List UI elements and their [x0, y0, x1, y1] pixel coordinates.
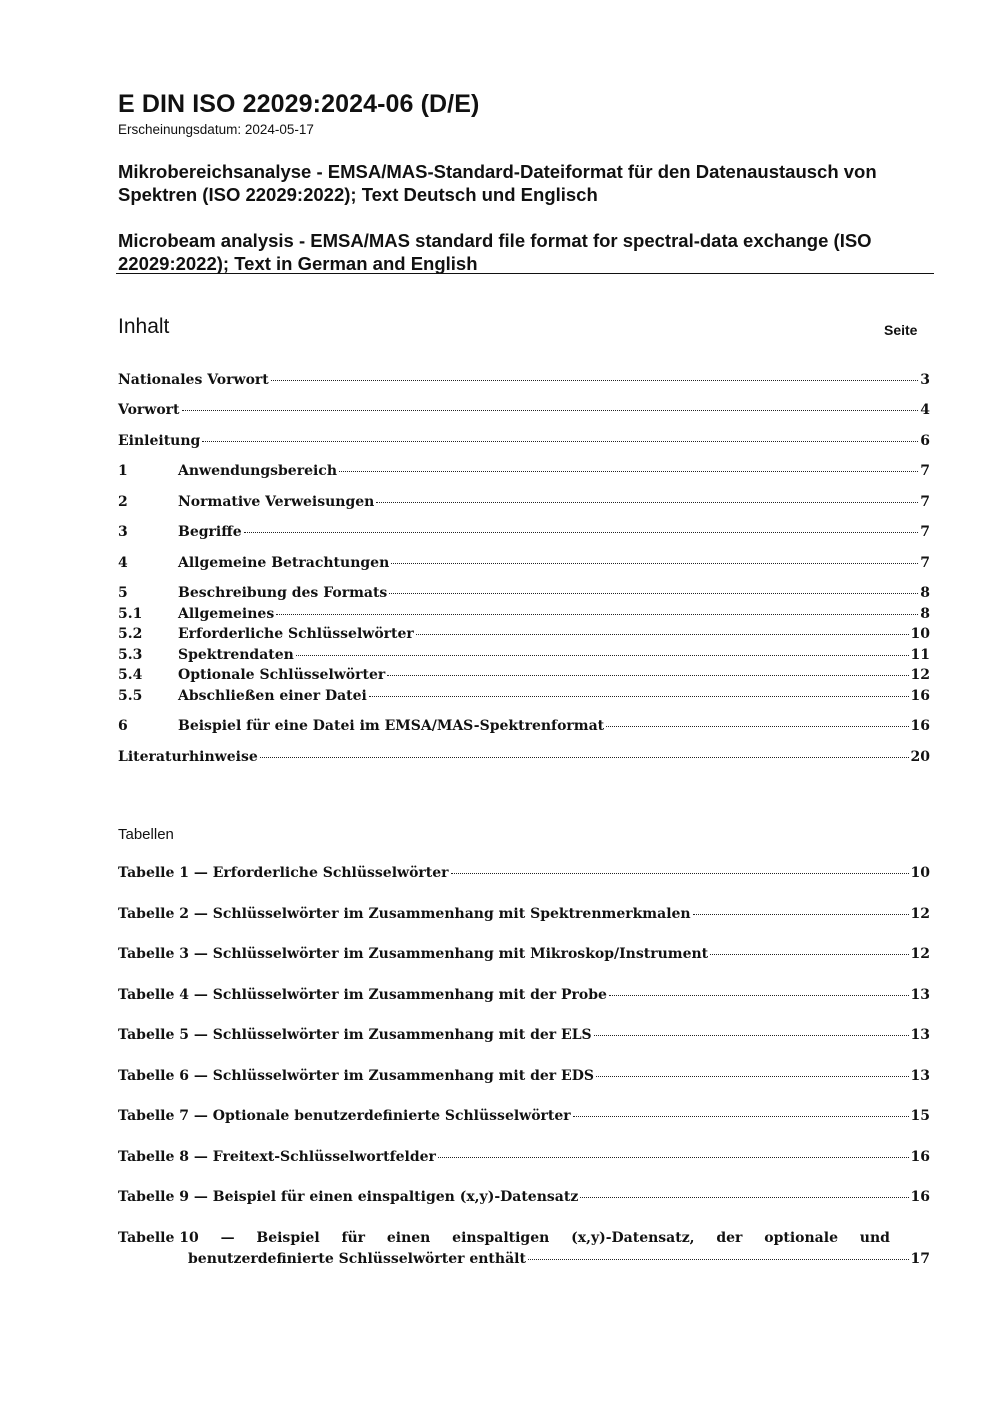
- toc-entry-number: 2: [118, 494, 128, 510]
- tables-heading: Tabellen: [118, 826, 174, 843]
- toc-entry[interactable]: [118, 402, 930, 422]
- toc-entry-page: 4: [920, 402, 930, 418]
- table-entry-text: Tabelle 1 — Erforderliche Schlüsselwörter: [118, 865, 449, 881]
- toc-entry[interactable]: [118, 524, 930, 544]
- table-entry-page: 12: [910, 906, 930, 922]
- table-10-word: optionale: [764, 1230, 838, 1246]
- toc-entry[interactable]: [118, 585, 930, 605]
- table-10-word: der: [716, 1230, 743, 1246]
- toc-entry-page: 8: [920, 585, 930, 601]
- toc-entry[interactable]: [118, 463, 930, 483]
- table-entry-page: 16: [910, 1189, 930, 1205]
- toc-entry-text: Erforderliche Schlüsselwörter: [178, 626, 414, 642]
- table-10-word: Tabelle 10: [118, 1230, 199, 1246]
- toc-entry-number: 5.5: [118, 688, 143, 704]
- table-entry[interactable]: [118, 987, 930, 1007]
- table-entry-page: 16: [910, 1149, 930, 1165]
- toc-entry-text: Beispiel für eine Datei im EMSA/MAS-Spektrenformat: [178, 718, 605, 734]
- toc-entry-text: Vorwort: [118, 402, 180, 418]
- dot-leader: [276, 614, 918, 615]
- dot-leader: [260, 757, 909, 758]
- toc-entry-text: Allgemeine Betrachtungen: [178, 555, 390, 571]
- dot-leader: [573, 1116, 909, 1117]
- toc-entry-number: 5.4: [118, 667, 143, 683]
- document-id: E DIN ISO 22029:2024-06 (D/E): [118, 90, 480, 118]
- table-10-word: für: [341, 1230, 366, 1246]
- dot-leader: [369, 696, 909, 697]
- toc-entry-number: 4: [118, 555, 128, 571]
- dot-leader: [391, 563, 918, 564]
- toc-heading: Inhalt: [118, 315, 170, 338]
- dot-leader: [596, 1076, 909, 1077]
- table-10-entry-line1[interactable]: [118, 1230, 890, 1246]
- table-10-word: einen: [386, 1230, 431, 1246]
- toc-entry[interactable]: [118, 494, 930, 514]
- table-10-word: einspaltigen: [452, 1230, 550, 1246]
- toc-entry-page: 6: [920, 433, 930, 449]
- table-entry-text: Tabelle 6 — Schlüsselwörter im Zusammenhang mit der EDS: [118, 1068, 594, 1084]
- dot-leader: [271, 380, 919, 381]
- dot-leader: [609, 995, 909, 996]
- toc-entry-page: 17: [910, 1251, 930, 1267]
- toc-entry-text: Anwendungsbereich: [178, 463, 337, 479]
- toc-entry-page: 10: [910, 626, 930, 642]
- table-entry[interactable]: [118, 1108, 930, 1128]
- title-english: Microbeam analysis - EMSA/MAS standard file format for spectral-data exchange (ISO 22029:2022); Text in German and English: [118, 230, 872, 274]
- dot-leader: [202, 441, 918, 442]
- table-entry-page: 15: [910, 1108, 930, 1124]
- dot-leader: [416, 634, 909, 635]
- table-entry-text: Tabelle 9 — Beispiel für einen einspaltigen (x,y)-Datensatz: [118, 1189, 579, 1205]
- toc-entry[interactable]: [118, 749, 930, 769]
- dot-leader: [451, 873, 909, 874]
- toc-entry-page: 11: [910, 647, 930, 663]
- dot-leader: [580, 1197, 908, 1198]
- toc-entry-page: 16: [910, 688, 930, 704]
- table-10-word: Beispiel: [256, 1230, 320, 1246]
- toc-entry[interactable]: [118, 667, 930, 687]
- dot-leader: [710, 954, 908, 955]
- table-entry-text: Tabelle 4 — Schlüsselwörter im Zusammenhang mit der Probe: [118, 987, 607, 1003]
- dot-leader: [387, 675, 908, 676]
- toc-entry-number: 5.2: [118, 626, 143, 642]
- dot-leader: [528, 1259, 909, 1260]
- table-entry[interactable]: [118, 865, 930, 885]
- table-entry[interactable]: [118, 1027, 930, 1047]
- table-entry[interactable]: [118, 1189, 930, 1209]
- toc-entry-text: Spektrendaten: [178, 647, 294, 663]
- toc-entry-number: 5.1: [118, 606, 143, 622]
- toc-entry-number: 3: [118, 524, 128, 540]
- dot-leader: [296, 655, 909, 656]
- toc-entry[interactable]: [118, 433, 930, 453]
- toc-entry-page: 16: [910, 718, 930, 734]
- dot-leader: [606, 726, 908, 727]
- toc-entry-number: 1: [118, 463, 128, 479]
- toc-entry-text: Begriffe: [178, 524, 242, 540]
- table-entry-text: Tabelle 3 — Schlüsselwörter im Zusammenhang mit Mikroskop/Instrument: [118, 946, 709, 962]
- toc-entry-page: 7: [920, 463, 930, 479]
- table-entry-text: Tabelle 2 — Schlüsselwörter im Zusammenhang mit Spektrenmerkmalen: [118, 906, 691, 922]
- toc-entry-page: 7: [920, 555, 930, 571]
- dot-leader: [244, 532, 919, 533]
- toc-entry[interactable]: [118, 647, 930, 667]
- table-entry[interactable]: [118, 1068, 930, 1088]
- table-10-word: und: [859, 1230, 890, 1246]
- dot-leader: [182, 410, 919, 411]
- table-entry-page: 10: [910, 865, 930, 881]
- table-entry-text: Tabelle 8 — Freitext-Schlüsselwortfelder: [118, 1149, 436, 1165]
- toc-entry[interactable]: [118, 688, 930, 708]
- toc-entry-page: 3: [920, 372, 930, 388]
- toc-entry-text: Normative Verweisungen: [178, 494, 375, 510]
- toc-entry-page: 12: [910, 667, 930, 683]
- toc-entry-page: 7: [920, 524, 930, 540]
- table-10-entry-line2[interactable]: [188, 1251, 930, 1271]
- toc-entry-text: Literaturhinweise: [118, 749, 258, 765]
- page-column-label: Seite: [884, 322, 918, 338]
- publication-date: Erscheinungsdatum: 2024-05-17: [118, 122, 314, 137]
- toc-entry-text: Beschreibung des Formats: [178, 585, 388, 601]
- dot-leader: [376, 502, 918, 503]
- toc-entry-page: 20: [910, 749, 930, 765]
- toc-entry[interactable]: [118, 372, 930, 392]
- toc-entry-number: 5: [118, 585, 128, 601]
- dot-leader: [438, 1157, 909, 1158]
- toc-entry[interactable]: [118, 606, 930, 626]
- table-entry[interactable]: [118, 906, 930, 926]
- toc-entry-text: benutzerdefinierte Schlüsselwörter enthält: [188, 1251, 526, 1267]
- toc-entry[interactable]: [118, 718, 930, 738]
- toc-entry-text: Nationales Vorwort: [118, 372, 269, 388]
- toc-entry[interactable]: [118, 626, 930, 646]
- table-entry-text: Tabelle 7 — Optionale benutzerdefinierte Schlüsselwörter: [118, 1108, 571, 1124]
- dot-leader: [389, 593, 918, 594]
- dot-leader: [594, 1035, 909, 1036]
- table-entry-page: 13: [910, 987, 930, 1003]
- toc-entry-number: 5.3: [118, 647, 143, 663]
- table-10-word: (x,y)-Datensatz,: [571, 1230, 695, 1246]
- table-entry-text: Tabelle 5 — Schlüsselwörter im Zusammenhang mit der ELS: [118, 1027, 592, 1043]
- toc-entry[interactable]: [118, 555, 930, 575]
- dot-leader: [339, 471, 918, 472]
- toc-entry-text: Einleitung: [118, 433, 201, 449]
- table-entry-page: 13: [910, 1027, 930, 1043]
- table-entry-page: 13: [910, 1068, 930, 1084]
- toc-entry-number: 6: [118, 718, 128, 734]
- header-divider: [116, 273, 934, 274]
- table-entry-page: 12: [910, 946, 930, 962]
- table-entry[interactable]: [118, 946, 930, 966]
- toc-entry-page: 8: [920, 606, 930, 622]
- toc-entry-text: Optionale Schlüsselwörter: [178, 667, 386, 683]
- table-10-word: —: [220, 1230, 235, 1246]
- title-german: Mikrobereichsanalyse - EMSA/MAS-Standard-Dateiformat für den Datenaustausch von Spektren (ISO 22029:2022); Text Deutsch und Englisch: [118, 161, 877, 205]
- toc-entry-text: Allgemeines: [178, 606, 275, 622]
- toc-entry-page: 7: [920, 494, 930, 510]
- toc-entry-text: Abschließen einer Datei: [178, 688, 367, 704]
- table-entry[interactable]: [118, 1149, 930, 1169]
- dot-leader: [693, 914, 909, 915]
